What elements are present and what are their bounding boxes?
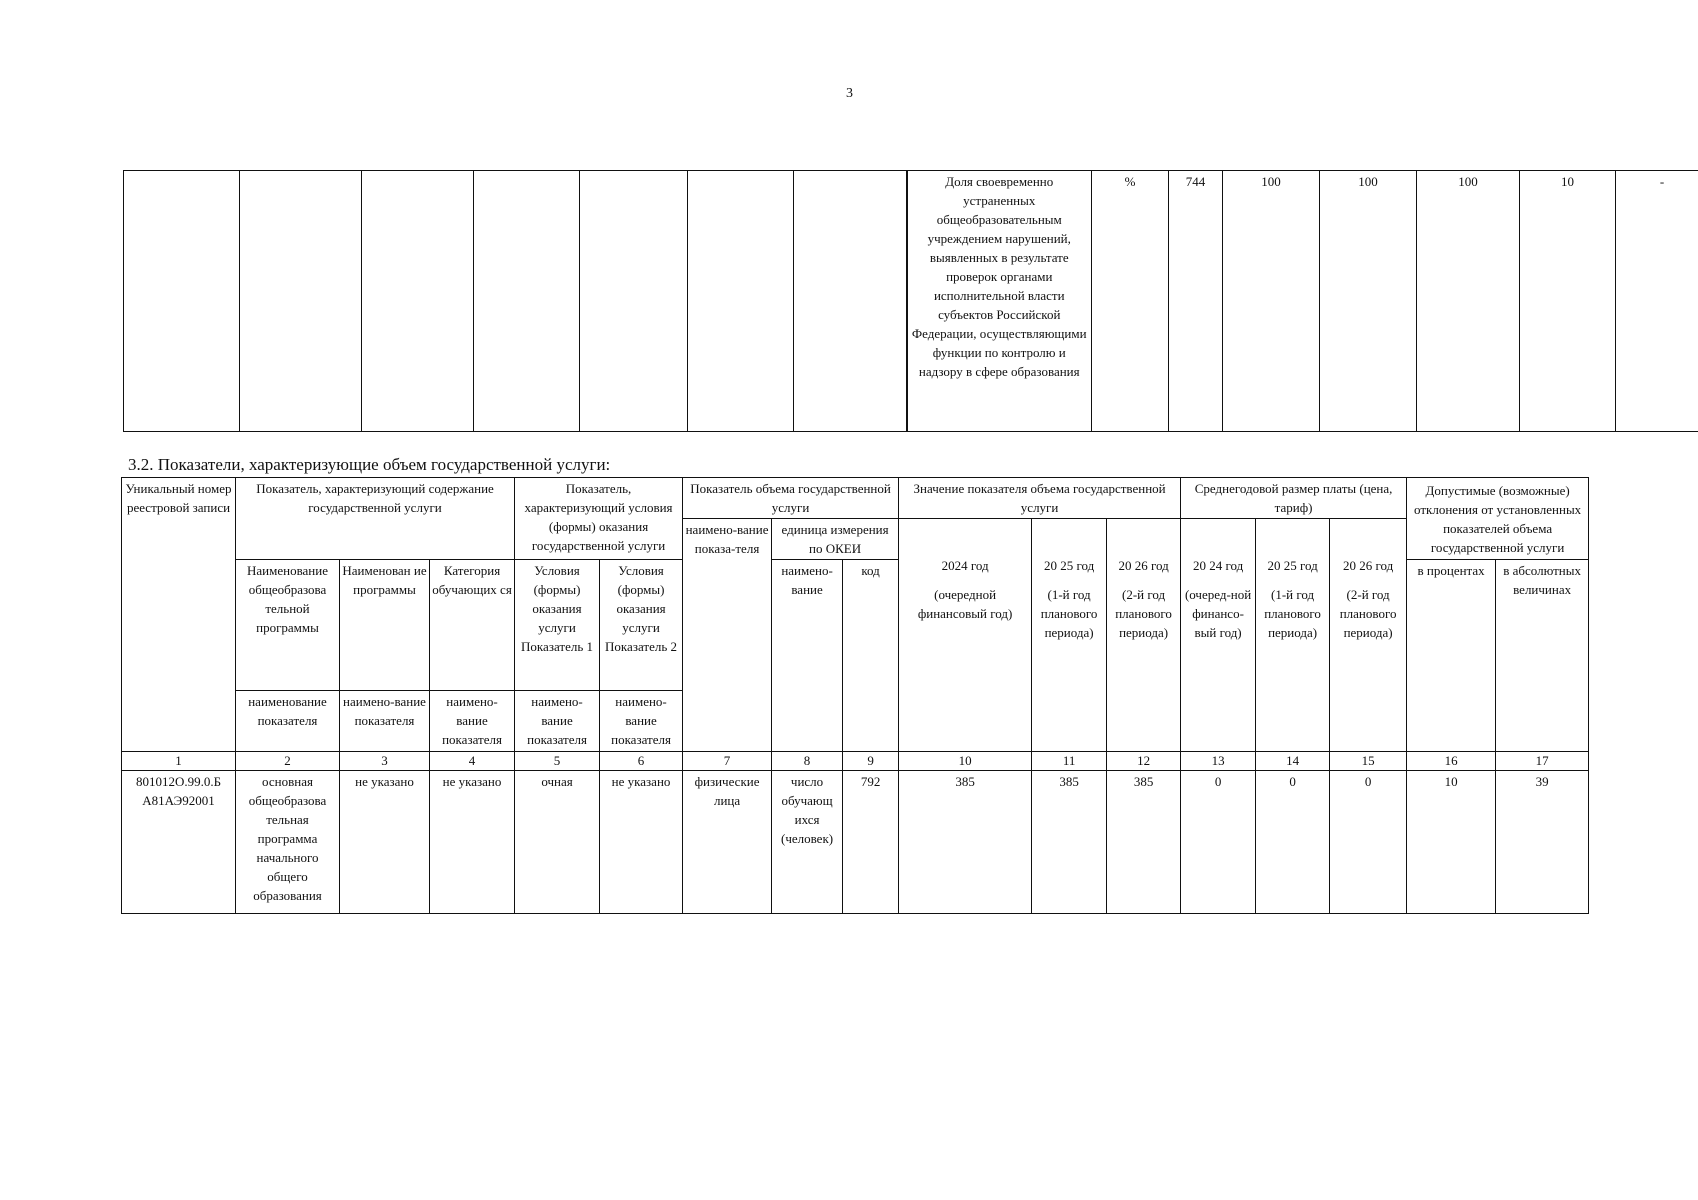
category-cell: не указано xyxy=(430,771,515,914)
header-program-name: Наименование общеобразова тельной программы xyxy=(236,560,340,691)
header-unit-okei: единица измерения по ОКЕИ xyxy=(772,519,899,560)
unit-name-cell: число обучающ ихся (человек) xyxy=(772,771,843,914)
header-content-group: Показатель, характеризующий содержание государственной услуги xyxy=(236,478,515,560)
header-deviation-percent: в процентах xyxy=(1407,560,1496,752)
column-number: 3 xyxy=(340,752,430,771)
value-2026-cell: 385 xyxy=(1107,771,1181,914)
table-row xyxy=(124,171,1698,432)
column-number: 15 xyxy=(1330,752,1407,771)
header-subname-1: наименование показателя xyxy=(236,691,340,752)
header-condition-1: Условия (формы) оказания услуги Показатель 1 xyxy=(515,560,600,691)
deviation-percent-cell: 10 xyxy=(1407,771,1496,914)
indicator-name-cell: Доля своевременно устраненных общеобразовательным учреждением нарушений, выявленных в результате проверок органами исполнительной власти субъектов Российской Федерации, осуществляющими функции по контролю и надзору в сфере образования xyxy=(907,171,1092,432)
value-2024-cell: 100 xyxy=(1223,171,1320,432)
header-conditions-group: Показатель, характеризующий условия (формы) оказания государственной услуги xyxy=(515,478,683,560)
header-fee-2026-label: 20 26 год xyxy=(1342,558,1394,573)
header-year-2025 xyxy=(1032,519,1107,752)
fee-2025-cell: 0 xyxy=(1256,771,1330,914)
column-number: 1 xyxy=(122,752,236,771)
header-year-2026 xyxy=(1107,519,1181,752)
column-number: 5 xyxy=(515,752,600,771)
header-fee-2024 xyxy=(1181,519,1256,752)
header-subname-4: наимено-вание показателя xyxy=(515,691,600,752)
header-year-2025-label: 20 25 год xyxy=(1043,558,1095,573)
header-year-2024-label: 2024 год xyxy=(941,558,989,573)
header-year-2026-label: 20 26 год xyxy=(1118,558,1169,573)
column-number: 7 xyxy=(683,752,772,771)
header-fee-group: Среднегодовой размер платы (цена, тариф) xyxy=(1181,478,1407,519)
header-value-group: Значение показателя объема государственной услуги xyxy=(899,478,1181,519)
column-number: 13 xyxy=(1181,752,1256,771)
empty-cell xyxy=(688,171,794,432)
header-row-1 xyxy=(122,478,1589,519)
value-2025-cell: 100 xyxy=(1320,171,1417,432)
deviation-percent-cell: 10 xyxy=(1520,171,1616,432)
column-number: 8 xyxy=(772,752,843,771)
header-fee-2026 xyxy=(1330,519,1407,752)
column-number: 4 xyxy=(430,752,515,771)
column-number: 14 xyxy=(1256,752,1330,771)
header-volume-group: Показатель объема государственной услуги xyxy=(683,478,899,519)
header-fee-2024-sub: (очеред-ной финансо-вый год) xyxy=(1184,587,1252,640)
empty-cell xyxy=(240,171,362,432)
column-number: 11 xyxy=(1032,752,1107,771)
column-number: 10 xyxy=(899,752,1032,771)
deviation-abs-cell: - xyxy=(1616,171,1698,432)
fee-2024-cell: 0 xyxy=(1181,771,1256,914)
header-fee-2025-sub: (1-й год планового периода) xyxy=(1264,587,1321,640)
header-subname-3: наимено-вание показателя xyxy=(430,691,515,752)
header-condition-2: Условия (формы) оказания услуги Показатель 2 xyxy=(600,560,683,691)
column-number: 6 xyxy=(600,752,683,771)
section-title: 3.2. Показатели, характеризующие объем государственной услуги: xyxy=(128,455,611,474)
header-deviation-group: Допустимые (возможные) отклонения от установленных показателей объема государственной услуги xyxy=(1407,478,1589,560)
empty-cell xyxy=(794,171,907,432)
column-number: 2 xyxy=(236,752,340,771)
volume-indicators-table xyxy=(121,477,1589,914)
volume-name-cell: физические лица xyxy=(683,771,772,914)
program-cell: не указано xyxy=(340,771,430,914)
empty-cell xyxy=(124,171,240,432)
header-deviation-abs: в абсолютных величинах xyxy=(1496,560,1589,752)
condition-1-cell: очная xyxy=(515,771,600,914)
header-fee-2026-sub: (2-й год планового периода) xyxy=(1339,587,1397,640)
column-number: 12 xyxy=(1107,752,1181,771)
registry-number-cell: 801012О.99.0.Б А81АЭ92001 xyxy=(122,771,236,914)
page-number: 3 xyxy=(846,86,853,101)
header-fee-2025-label: 20 25 год xyxy=(1267,558,1318,573)
value-2024-cell: 385 xyxy=(899,771,1032,914)
table-row xyxy=(122,771,1589,914)
column-number: 16 xyxy=(1407,752,1496,771)
unit-cell: % xyxy=(1092,171,1169,432)
header-fee-2024-label: 20 24 год xyxy=(1192,558,1244,573)
header-program: Наименован ие программы xyxy=(340,560,430,691)
deviation-abs-cell: 39 xyxy=(1496,771,1589,914)
header-registry: Уникальный номер реестровой записи xyxy=(122,478,236,752)
header-fee-2025 xyxy=(1256,519,1330,752)
header-year-2024 xyxy=(899,519,1032,752)
value-2026-cell: 100 xyxy=(1417,171,1520,432)
header-unit-name: наимено-вание xyxy=(772,560,843,752)
unit-code-cell: 792 xyxy=(843,771,899,914)
header-year-2025-sub: (1-й год планового периода) xyxy=(1040,587,1098,640)
program-name-cell: основная общеобразова тельная программа начального общего образования xyxy=(236,771,340,914)
header-year-2026-sub: (2-й год планового периода) xyxy=(1115,587,1172,640)
fee-2026-cell: 0 xyxy=(1330,771,1407,914)
empty-cell xyxy=(362,171,474,432)
header-subname-2: наимено-вание показателя xyxy=(340,691,430,752)
empty-cell xyxy=(580,171,688,432)
header-volume-name: наимено-вание показа-теля xyxy=(683,519,772,752)
column-numbers-row xyxy=(122,752,1589,771)
header-subname-5: наимено-вание показателя xyxy=(600,691,683,752)
condition-2-cell: не указано xyxy=(600,771,683,914)
quality-indicators-continuation-table xyxy=(123,170,1698,432)
value-2025-cell: 385 xyxy=(1032,771,1107,914)
column-number: 17 xyxy=(1496,752,1589,771)
empty-cell xyxy=(474,171,580,432)
okei-cell: 744 xyxy=(1169,171,1223,432)
header-unit-code: код xyxy=(843,560,899,752)
header-year-2024-sub: (очередной финансовый год) xyxy=(917,587,1013,621)
column-number: 9 xyxy=(843,752,899,771)
header-category: Категория обучающих ся xyxy=(430,560,515,691)
